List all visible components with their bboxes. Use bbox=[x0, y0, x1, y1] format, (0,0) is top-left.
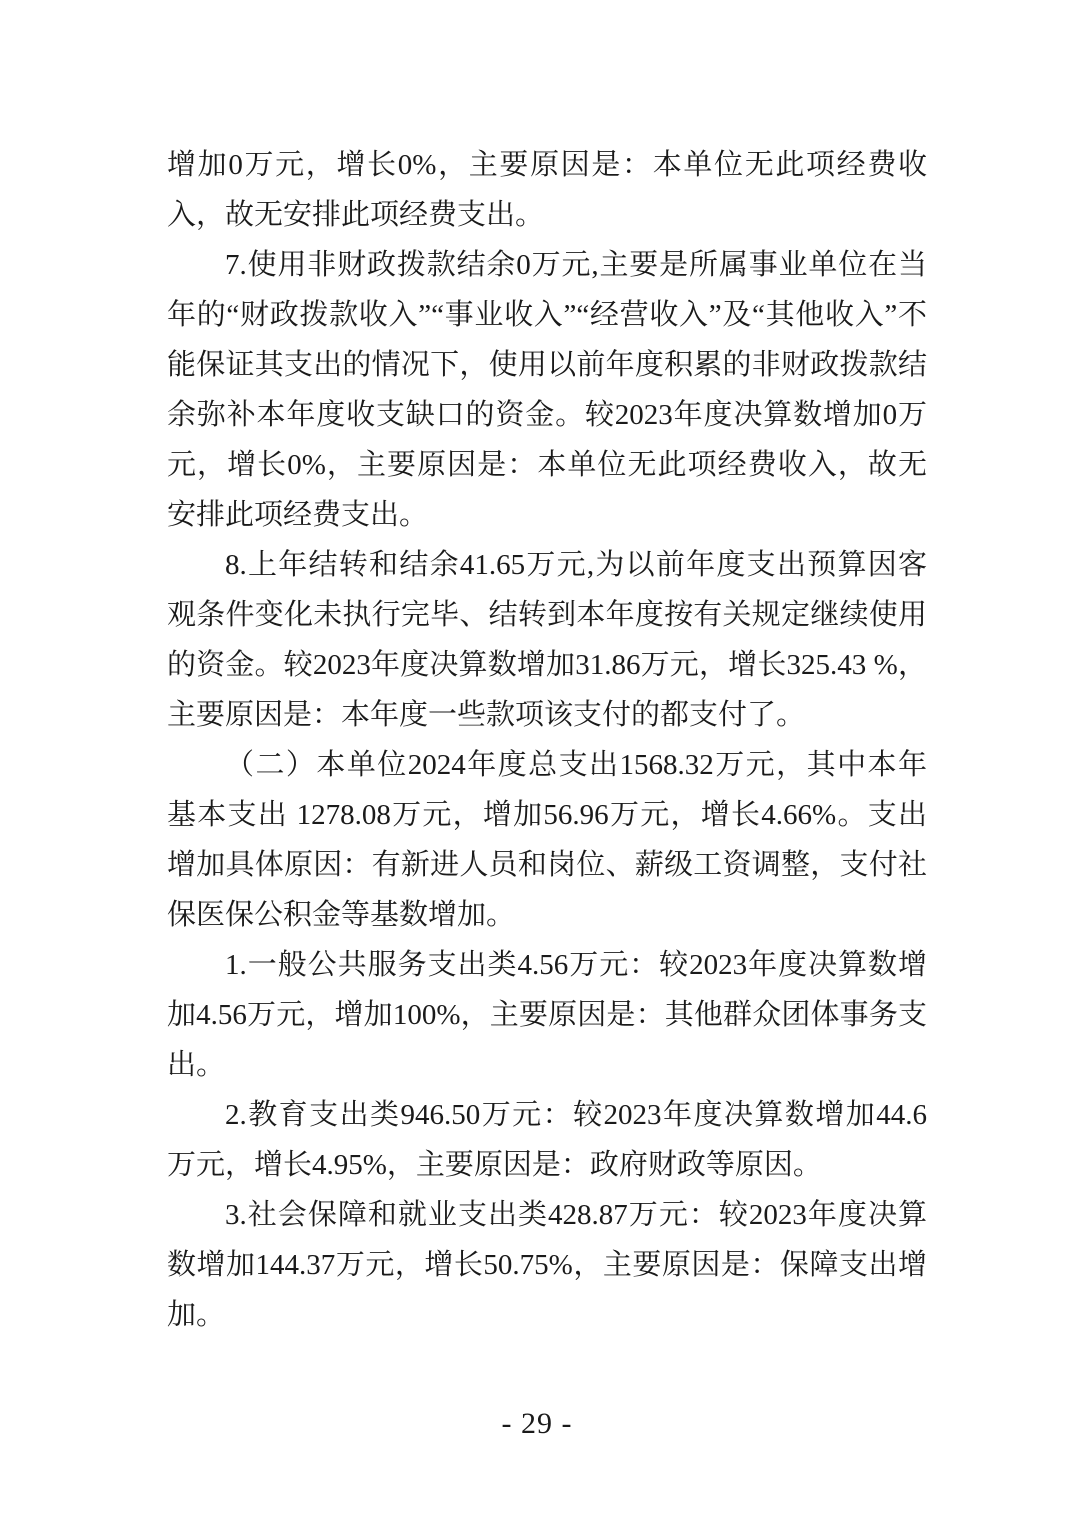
paragraph-item8-prior-year-carryover: 8.上年结转和结余41.65万元,为以前年度支出预算因客观条件变化未执行完毕、结转到本年度按有关规定继续使用的资金。较2023年度决算数增加31.86万元，增长325.43 %，主要原因是：本年度一些款项该支付的都支付了。 bbox=[167, 549, 927, 731]
paragraph-continuation-item6: 增加0万元，增长0%，主要原因是：本单位无此项经费收入，故无安排此项经费支出。 bbox=[167, 149, 927, 231]
page-number: - 29 - bbox=[501, 1407, 573, 1440]
paragraph-item3-social-security-employment: 3.社会保障和就业支出类428.87万元：较2023年度决算数增加144.37万元，增长50.75%，主要原因是：保障支出增加。 bbox=[167, 1199, 927, 1331]
paragraph-item1-general-public-services: 1.一般公共服务支出类4.56万元：较2023年度决算数增加4.56万元，增加100%，主要原因是：其他群众团体事务支出。 bbox=[167, 949, 927, 1081]
paragraph-item2-education-expenditure: 2.教育支出类946.50万元：较2023年度决算数增加44.6万元，增长4.95%，主要原因是：政府财政等原因。 bbox=[167, 1099, 927, 1181]
document-body bbox=[167, 140, 927, 1340]
paragraph-item7-nonfiscal-carryover: 7.使用非财政拨款结余0万元,主要是所属事业单位在当年的“财政拨款收入”“事业收入”“经营收入”及“其他收入”不能保证其支出的情况下，使用以前年度积累的非财政拨款结余弥补本年度收支缺口的资金。较2023年度决算数增加0万元，增长0%，主要原因是：本单位无此项经费收入，故无安排此项经费支出。 bbox=[167, 249, 927, 531]
paragraph-section2-total-expenditure: （二）本单位2024年度总支出1568.32万元，其中本年基本支出 1278.08万元，增加56.96万元，增长4.66%。支出增加具体原因：有新进人员和岗位、薪级工资调整，支付社保医保公积金等基数增加。 bbox=[167, 749, 927, 931]
